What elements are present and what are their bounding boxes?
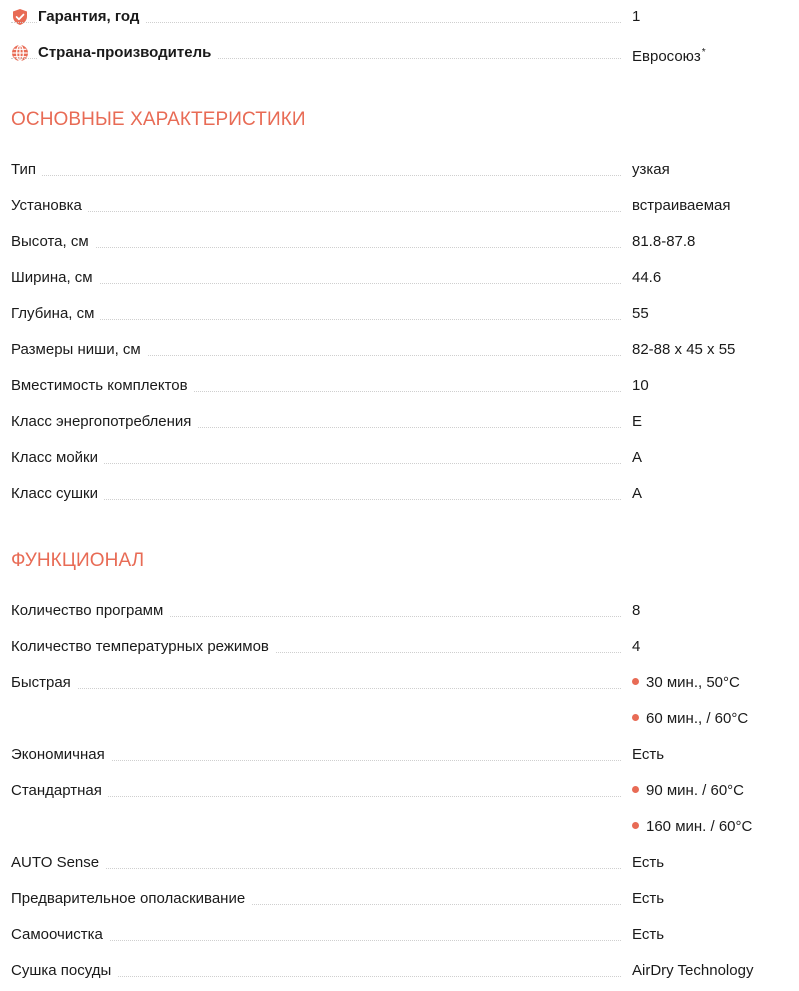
- dotted-leader: [11, 247, 621, 248]
- spec-value: 81.8-87.8: [632, 233, 696, 250]
- spec-label: Количество температурных режимов: [11, 629, 275, 665]
- dotted-leader: [11, 319, 621, 320]
- bullet-icon: [632, 822, 639, 829]
- spec-row: [0, 953, 799, 989]
- spec-label: Глубина, см: [11, 296, 100, 332]
- spec-value: 10: [632, 377, 649, 394]
- spec-row: [0, 476, 799, 512]
- spec-label: Класс мойки: [11, 440, 104, 476]
- bullet-icon: [632, 786, 639, 793]
- spec-row: [0, 368, 799, 404]
- spec-label: Тип: [11, 152, 42, 188]
- section-title-functions: ФУНКЦИОНАЛ: [11, 550, 145, 571]
- spec-value: 44.6: [632, 269, 662, 286]
- spec-label: Количество программ: [11, 593, 169, 629]
- spec-label: Быстрая: [11, 665, 77, 701]
- spec-label: AUTO Sense: [11, 845, 105, 881]
- spec-row: [0, 440, 799, 476]
- spec-value: A: [632, 485, 643, 502]
- spec-value: AirDry Technology: [632, 962, 754, 979]
- spec-value-option: [632, 773, 744, 809]
- spec-value: Есть: [632, 746, 665, 763]
- spec-value: 8: [632, 602, 641, 619]
- spec-value: Есть: [632, 926, 665, 943]
- spec-row: [0, 593, 799, 629]
- spec-value-option: [632, 809, 752, 845]
- spec-label: Вместимость комплектов: [11, 368, 194, 404]
- spec-row-standard: [0, 773, 799, 809]
- spec-row: [0, 260, 799, 296]
- spec-value: встраиваемая: [632, 197, 731, 214]
- spec-row: [0, 881, 799, 917]
- spec-label: Класс сушки: [11, 476, 104, 512]
- spec-row: [0, 332, 799, 368]
- spec-value: Есть: [632, 854, 665, 871]
- spec-value: [632, 35, 706, 75]
- spec-value-option: [632, 701, 748, 737]
- spec-value: A: [632, 449, 643, 466]
- spec-value-text: Евросоюз: [632, 48, 701, 65]
- spec-row: [0, 188, 799, 224]
- option-text: 90 мин. / 60°C: [646, 782, 745, 799]
- shield-check-icon: [11, 8, 29, 26]
- spec-label: Класс энергопотребления: [11, 404, 197, 440]
- option-text: 30 мин., 50°C: [646, 674, 740, 691]
- spec-row: [0, 296, 799, 332]
- bullet-icon: [632, 714, 639, 721]
- spec-row-country: [0, 35, 799, 71]
- spec-label: Страна-производитель: [38, 35, 217, 71]
- spec-row: [0, 737, 799, 773]
- dotted-leader: [11, 175, 621, 176]
- bullet-icon: [632, 678, 639, 685]
- spec-value: E: [632, 413, 643, 430]
- spec-value: узкая: [632, 161, 670, 178]
- spec-row-warranty: [0, 0, 799, 35]
- spec-value: Есть: [632, 890, 665, 907]
- globe-icon: [11, 44, 29, 62]
- option-text: 160 мин. / 60°C: [646, 818, 753, 835]
- spec-label: Самоочистка: [11, 917, 109, 953]
- spec-row: [0, 224, 799, 260]
- spec-row: [0, 845, 799, 881]
- spec-label: Экономичная: [11, 737, 111, 773]
- spec-row: [0, 404, 799, 440]
- dotted-leader: [11, 283, 621, 284]
- spec-label: Размеры ниши, см: [11, 332, 147, 368]
- spec-label: Установка: [11, 188, 88, 224]
- spec-label: Сушка посуды: [11, 953, 117, 989]
- section-title-main: ОСНОВНЫЕ ХАРАКТЕРИСТИКИ: [11, 109, 306, 130]
- spec-value: 4: [632, 638, 641, 655]
- dotted-leader: [11, 211, 621, 212]
- footnote-mark: *: [701, 47, 706, 58]
- spec-row-fast: [0, 665, 799, 701]
- spec-row: [0, 152, 799, 188]
- spec-row: [0, 917, 799, 953]
- spec-label: Ширина, см: [11, 260, 99, 296]
- dotted-leader: [11, 688, 621, 689]
- spec-value: 82-88 x 45 x 55: [632, 341, 736, 358]
- spec-row-continuation: [0, 809, 799, 845]
- spec-value: 1: [632, 8, 641, 25]
- spec-label: Гарантия, год: [38, 0, 145, 35]
- spec-label: Высота, см: [11, 224, 95, 260]
- spec-value: 55: [632, 305, 649, 322]
- spec-row: [0, 629, 799, 665]
- spec-row-continuation: [0, 701, 799, 737]
- spec-label: Предварительное ополаскивание: [11, 881, 251, 917]
- spec-label: Стандартная: [11, 773, 108, 809]
- option-text: 60 мин., / 60°C: [646, 710, 749, 727]
- spec-value-option: [632, 665, 740, 701]
